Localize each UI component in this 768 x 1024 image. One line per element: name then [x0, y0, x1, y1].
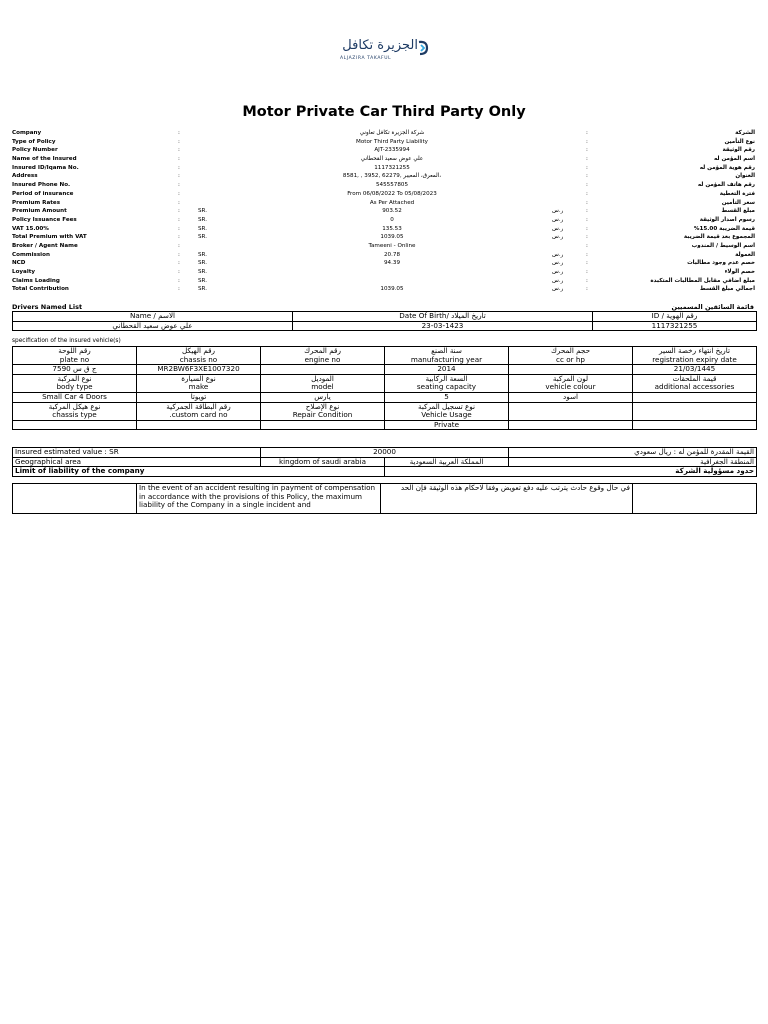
policy-row-value: 1039.05 — [380, 286, 404, 293]
policy-row-label: Premium Rates — [12, 199, 61, 206]
policy-row-label: NCD — [12, 260, 26, 267]
policy-row-value: شركة الجزيرة تكافل تعاوني — [359, 130, 425, 136]
currency-rs: ر.س — [552, 208, 564, 215]
policy-row-label-ar: رقم هوية المؤمن له — [699, 164, 755, 171]
currency-sr: SR. — [198, 225, 208, 232]
policy-row-label: Insured Phone No. — [12, 182, 71, 189]
policy-row-value: Tameeni - Online — [368, 242, 416, 249]
label-ar: رقم المحرك — [304, 346, 341, 355]
vehicle-row-labels-1 — [13, 347, 757, 365]
label-en: engine no — [304, 354, 341, 364]
colon: : — [178, 277, 180, 284]
insured-value-label-ar: القيمة المقدرة للمؤمن له : ريال سعودي — [509, 448, 757, 458]
drivers-table — [12, 311, 757, 331]
label-ar: رقم البطاقة الجمركية — [166, 402, 231, 411]
policy-row — [12, 207, 755, 216]
liability-label-ar: حدود مسؤولية الشركة — [385, 467, 757, 477]
table-row — [13, 392, 757, 402]
policy-row-value: 545557805 — [375, 182, 409, 189]
policy-details — [12, 129, 755, 294]
empty-cell — [509, 420, 633, 430]
colon: : — [178, 138, 180, 145]
insured-value: 20000 — [261, 448, 509, 458]
label-registration-expiry — [633, 347, 757, 365]
label-ar: رقم الهيكل — [181, 346, 216, 355]
policy-row-label: Premium Amount — [12, 208, 67, 215]
colon: : — [586, 286, 588, 293]
label-additional-accessories — [633, 374, 757, 392]
colon: : — [178, 234, 180, 241]
label-make — [137, 374, 261, 392]
policy-row-label-ar: اسم الوسيط / المندوب — [691, 242, 755, 249]
label-ar: رقم اللوحة — [58, 346, 91, 355]
colon: : — [586, 269, 588, 275]
label-custom-card-no — [137, 402, 261, 420]
policy-row — [12, 172, 755, 181]
colon: : — [178, 199, 180, 206]
label-manufacturing-year — [385, 347, 509, 365]
colon: : — [178, 130, 180, 136]
company-logo — [338, 40, 430, 64]
vehicle-spec-note: specification of the insured vehicle(s) — [12, 338, 121, 344]
policy-row-label: Total Contribution — [12, 286, 69, 293]
policy-row-label: Insured ID/Iqama No. — [12, 164, 79, 171]
table-row — [13, 420, 757, 430]
policy-row-label: Name of the Insured — [12, 156, 77, 163]
empty-cell — [633, 484, 757, 514]
drivers-header-row — [13, 312, 757, 322]
policy-row-label: Claims Loading — [12, 277, 60, 284]
currency-sr: SR. — [198, 260, 208, 267]
colon: : — [586, 164, 588, 171]
label-plate-no — [13, 347, 137, 365]
label-en: Repair Condition — [292, 410, 353, 420]
colon: : — [586, 225, 588, 232]
value-manufacturing-year: 2014 — [385, 365, 509, 375]
currency-rs: ر.س — [552, 251, 564, 258]
driver-id: 1117321255 — [593, 321, 757, 331]
colon: : — [586, 147, 588, 154]
logo-mark-icon — [417, 40, 429, 56]
policy-row-label-ar: الشركة — [735, 130, 755, 136]
policy-row-label: Policy Number — [12, 147, 58, 154]
label-ar: نوع الإصلاح — [305, 402, 340, 411]
label-ar: نوع هيكل المركبة — [48, 402, 101, 411]
policy-row-label: Total Premium with VAT — [12, 234, 87, 241]
coverage-table — [12, 447, 757, 477]
colon: : — [586, 277, 588, 284]
currency-rs: ر.س — [552, 234, 564, 241]
colon: : — [586, 242, 588, 249]
label-en: chassis type — [52, 410, 97, 420]
colon: : — [586, 234, 588, 241]
policy-row-label-ar: مبلغ القسط — [721, 208, 755, 215]
colon: : — [586, 130, 588, 136]
value-seating-capacity: 5 — [385, 392, 509, 402]
label-vehicle-colour — [509, 374, 633, 392]
policy-row-label: Commission — [12, 251, 50, 258]
label-seating-capacity — [385, 374, 509, 392]
label-en: .custom card no — [169, 410, 228, 420]
policy-row-label: Loyalty — [12, 269, 36, 275]
currency-sr: SR. — [198, 251, 208, 258]
policy-row-label: Period of insurance — [12, 190, 74, 197]
vehicle-row-labels-3 — [13, 402, 757, 420]
label-en: body type — [56, 382, 93, 392]
logo-english-name: ALJAZIRA TAKAFUL — [340, 56, 392, 61]
empty-cell — [509, 402, 633, 420]
label-en: chassis no — [179, 354, 218, 364]
policy-row-value: From 06/08/2022 To 05/08/2023 — [347, 190, 437, 197]
insured-value-label: Insured estimated value : SR — [13, 448, 261, 458]
policy-row — [12, 251, 755, 260]
colon: : — [178, 190, 180, 197]
label-cc-hp — [509, 347, 633, 365]
label-ar: الموديل — [311, 374, 334, 383]
currency-rs: ر.س — [552, 277, 564, 284]
label-repair-condition — [261, 402, 385, 420]
colon: : — [178, 216, 180, 223]
label-en: cc or hp — [556, 354, 585, 364]
currency-rs: ر.س — [552, 269, 564, 275]
drivers-heading: Drivers Named List — [12, 303, 83, 311]
label-en: model — [311, 382, 334, 392]
table-row — [13, 448, 757, 458]
liability-text-en: In the event of an accident resulting in payment of compensation in accordance with the provisions of this Policy, the maximum liability of the Company in a single incident and — [137, 484, 381, 514]
currency-sr: SR. — [198, 286, 208, 293]
policy-row-value: 20.78 — [383, 251, 400, 258]
colon: : — [586, 156, 588, 163]
policy-row — [12, 225, 755, 234]
vehicle-table — [12, 346, 757, 430]
policy-row-label-ar: العنوان — [735, 173, 755, 180]
value-model: يارس — [261, 392, 385, 402]
policy-row-label-ar: العمولة — [735, 251, 755, 258]
value-additional-accessories — [633, 392, 757, 402]
value-body-type: Small Car 4 Doors — [13, 392, 137, 402]
label-ar: تاريخ انتهاء رخصة السير — [659, 346, 730, 355]
currency-sr: SR. — [198, 277, 208, 284]
policy-row — [12, 259, 755, 268]
label-ar: قيمة الملحقات — [672, 374, 717, 383]
policy-row-label-ar: رسوم اصدار الوثيقة — [699, 216, 755, 223]
colon: : — [178, 208, 180, 215]
value-registration-expiry: 21/03/1445 — [633, 365, 757, 375]
policy-row — [12, 233, 755, 242]
colon: : — [586, 251, 588, 258]
currency-rs: ر.س — [552, 260, 564, 267]
value-chassis-no: MR2BW6F3XE1007320 — [137, 365, 261, 375]
table-row — [13, 484, 757, 514]
label-ar: نوع السيارة — [181, 374, 216, 383]
label-chassis-type — [13, 402, 137, 420]
colon: : — [178, 156, 180, 163]
policy-row-label: Policy Issuance Fees — [12, 216, 77, 223]
policy-row — [12, 164, 755, 173]
drivers-heading-ar: قائمة السائقين المسميين — [671, 303, 754, 311]
liability-label: Limit of liability of the company — [13, 467, 385, 477]
label-chassis-no — [137, 347, 261, 365]
currency-sr: SR. — [198, 216, 208, 223]
currency-sr: SR. — [198, 208, 208, 215]
policy-row-label: Company — [12, 130, 42, 136]
label-engine-no — [261, 347, 385, 365]
label-en: vehicle colour — [545, 382, 596, 392]
policy-row-label-ar: رقم هاتف المؤمن له — [697, 182, 755, 189]
colon: : — [178, 173, 180, 180]
label-en: registration expiry date — [652, 354, 737, 364]
label-en: plate no — [59, 354, 90, 364]
policy-row-label-ar: قيمة الضريبة 15.00% — [693, 225, 755, 232]
driver-dob: 23-03-1423 — [293, 321, 593, 331]
colon: : — [586, 190, 588, 197]
value-engine-no — [261, 365, 385, 375]
policy-row-value: 1117321255 — [374, 164, 410, 171]
label-body-type — [13, 374, 137, 392]
policy-row-label-ar: مبلغ اضافي مقابل المطالبات المتكبدة — [650, 277, 755, 284]
label-en: additional accessories — [654, 382, 735, 392]
label-en: Vehicle Usage — [421, 410, 472, 420]
currency-sr: SR. — [198, 234, 208, 241]
label-en: make — [188, 382, 209, 392]
policy-row-value: 8581, , 3952, 62279, المعرق، المعيبر، — [342, 173, 442, 180]
policy-row-label-ar: اجمالي مبلغ القسط — [699, 286, 755, 293]
label-en: manufacturing year — [410, 354, 483, 364]
policy-row-value: As Per Attached — [369, 199, 415, 206]
policy-row-value: 94.39 — [383, 260, 400, 267]
policy-row — [12, 181, 755, 190]
policy-row-value: 1039.05 — [380, 234, 404, 241]
policy-row — [12, 199, 755, 208]
policy-row — [12, 268, 755, 277]
label-en: seating capacity — [416, 382, 477, 392]
table-row — [13, 365, 757, 375]
value-plate-no: ج ق س 7590 — [13, 365, 137, 375]
drivers-header-name: Name / الاسم — [13, 312, 293, 322]
table-row — [13, 467, 757, 477]
colon: : — [586, 182, 588, 189]
policy-row — [12, 190, 755, 199]
colon: : — [178, 182, 180, 189]
geo-area-label: Geographical area — [13, 457, 261, 467]
colon: : — [586, 216, 588, 223]
colon: : — [586, 208, 588, 215]
policy-row-value: Motor Third Party Liability — [356, 138, 428, 145]
policy-row — [12, 138, 755, 147]
drivers-header-dob: Date Of Birth/ تاريخ الميلاد — [293, 312, 593, 322]
currency-rs: ر.س — [552, 225, 564, 232]
colon: : — [586, 173, 588, 180]
geo-area-value-ar: المملكة العربية السعودية — [385, 457, 509, 467]
table-row — [13, 321, 757, 331]
value-repair-condition — [261, 420, 385, 430]
colon: : — [178, 242, 180, 249]
policy-row-value: علي عوض سعيد القحطاني — [360, 156, 424, 163]
colon: : — [178, 286, 180, 293]
currency-rs: ر.س — [552, 286, 564, 293]
policy-row-label-ar: رقم الوثيقة — [722, 147, 755, 154]
value-make: تويوتا — [137, 392, 261, 402]
liability-text-ar: في حال وقوع حادث يترتب عليه دفع تعويض وفقا لاحكام هذه الوثيقة فإن الحد — [381, 484, 633, 514]
policy-row-label-ar: اسم المؤمن له — [714, 156, 755, 163]
currency-rs: ر.س — [552, 216, 564, 223]
label-ar: نوع المركبة — [57, 374, 92, 383]
policy-row-value: 135.53 — [382, 225, 402, 232]
policy-row — [12, 129, 755, 138]
colon: : — [178, 269, 180, 275]
empty-cell — [13, 484, 137, 514]
logo-arabic-name: الجزيرة تكافل — [342, 38, 418, 53]
label-ar: حجم المحرك — [550, 346, 591, 355]
value-vehicle-colour: اسود — [509, 392, 633, 402]
liability-table — [12, 483, 757, 514]
geo-area-value-en: kingdom of saudi arabia — [261, 457, 385, 467]
value-vehicle-usage: Private — [385, 420, 509, 430]
driver-name: علي عوض سعيد القحطاني — [13, 321, 293, 331]
policy-row-label-ar: فترة التغطية — [719, 190, 755, 197]
policy-row-label-ar: خصم عدم وجود مطالبات — [687, 260, 755, 267]
drivers-header-id: ID / رقم الهوية — [593, 312, 757, 322]
policy-row-label-ar: نوع التأمين — [724, 138, 755, 145]
colon: : — [586, 199, 588, 206]
label-model — [261, 374, 385, 392]
policy-row-value: 903.52 — [382, 208, 402, 215]
label-ar: سنة الصنع — [431, 346, 462, 355]
value-cc-hp — [509, 365, 633, 375]
colon: : — [586, 260, 588, 267]
policy-row — [12, 285, 755, 294]
vehicle-row-labels-2 — [13, 374, 757, 392]
value-custom-card-no — [137, 420, 261, 430]
policy-row-label: Broker / Agent Name — [12, 242, 78, 249]
label-ar: السعة الركابية — [425, 374, 468, 383]
policy-row-label: Address — [12, 173, 38, 180]
policy-row-label-ar: سعر التأمين — [721, 199, 755, 206]
label-ar: لون المركبة — [552, 374, 589, 383]
empty-cell — [633, 402, 757, 420]
colon: : — [178, 147, 180, 154]
policy-row — [12, 242, 755, 251]
colon: : — [178, 164, 180, 171]
colon: : — [178, 225, 180, 232]
policy-row-label: VAT 15.00% — [12, 225, 49, 232]
empty-cell — [633, 420, 757, 430]
label-vehicle-usage — [385, 402, 509, 420]
policy-row — [12, 277, 755, 286]
policy-row-label-ar: المجموع بعد قيمة الضريبة — [683, 234, 755, 241]
colon: : — [586, 138, 588, 145]
policy-row — [12, 155, 755, 164]
policy-row-value: AJT-2335994 — [374, 147, 410, 154]
value-chassis-type — [13, 420, 137, 430]
policy-row-value: 0 — [390, 216, 394, 223]
label-ar: نوع تسجيل المركبة — [418, 402, 475, 411]
policy-row — [12, 146, 755, 155]
table-row — [13, 457, 757, 467]
policy-row-label-ar: خصم الولاء — [724, 269, 755, 275]
currency-sr: SR. — [198, 269, 208, 275]
document-title: Motor Private Car Third Party Only — [242, 104, 526, 120]
policy-row-label: Type of Policy — [12, 138, 56, 145]
policy-row — [12, 216, 755, 225]
geo-area-label-ar: المنطقة الجغرافية — [509, 457, 757, 467]
colon: : — [178, 251, 180, 258]
colon: : — [178, 260, 180, 267]
